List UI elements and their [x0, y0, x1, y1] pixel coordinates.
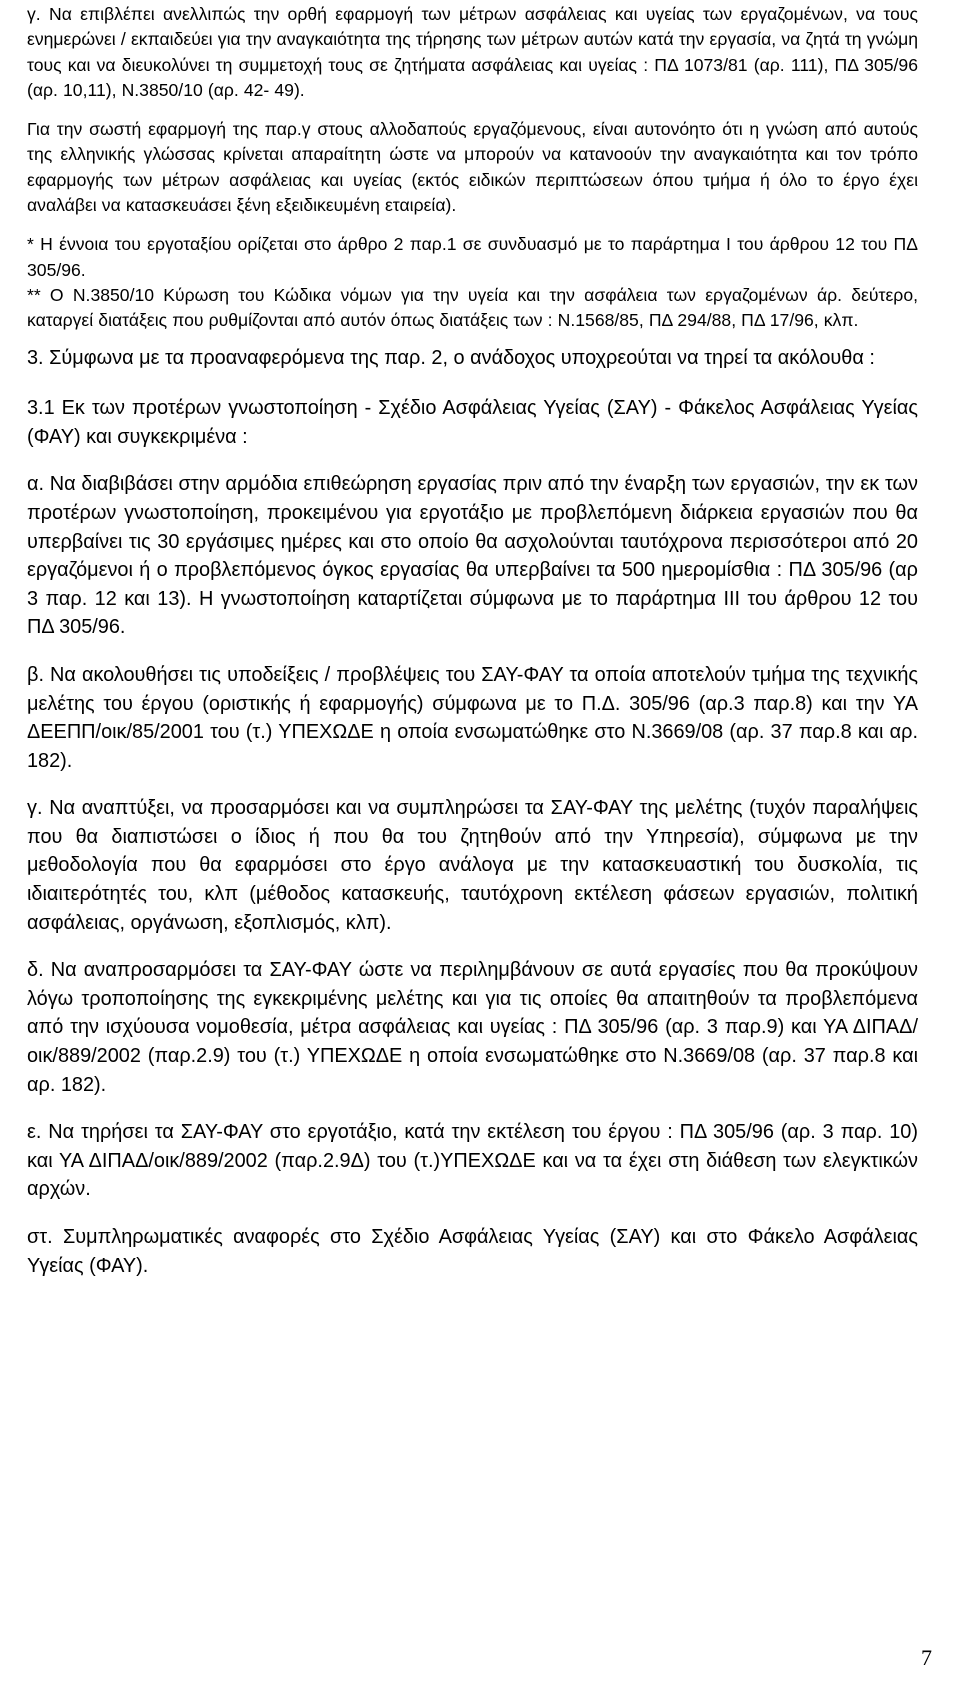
footnote-worksite-definition: * Η έννοια του εργοταξίου ορίζεται στο άρθρο 2 παρ.1 σε συνδυασμό με το παράρτημα Ι του άρθρου 12 του ΠΔ 305/96.	[27, 234, 918, 280]
footnote-law-3850: ** Ο Ν.3850/10 Κύρωση του Κώδικα νόμων για την υγεία και την ασφάλεια των εργαζομένων άρ. δεύτερο, καταργεί διατάξεις που ρυθμίζονται από αυτόν όπως διατάξεις των : Ν.1568/85, ΠΔ 294/88, ΠΔ 17/96, κλπ.	[27, 284, 918, 331]
section-3-1-heading: 3.1 Εκ των προτέρων γνωστοποίηση - Σχέδιο Ασφάλειας Υγείας (ΣΑΥ) - Φάκελος Ασφάλειας Υγείας (ΦΑΥ) και συγκεκριμένα :	[27, 397, 918, 448]
paragraph-foreign-workers: Για την σωστή εφαρμογή της παρ.γ στους αλλοδαπούς εργαζόμενους, είναι αυτονόητο ότι η γνώση από αυτούς της ελληνικής γλώσσας κρίνεται απαραίτητη ώστε να μπορούν να κατανοούν την αναγκαιότητα και τον τρόπο εφαρμογής των μέτρων ασφάλειας και υγείας (εκτός ειδικών περιπτώσεων όπου τμήμα ή όλο το έργο έχει αναλάβει να κατασκευάσει ξένη εξειδικευμένη εταιρεία).	[27, 119, 918, 216]
list-item-beta: β. Να ακολουθήσει τις υποδείξεις / προβλέψεις του ΣΑΥ-ΦΑΥ τα οποία αποτελούν τμήμα της τεχνικής μελέτης του έργου (οριστικής ή εφαρμογής) σύμφωνα με το Π.Δ. 305/96 (αρ.3 παρ.8) και την ΥΑ ΔΕΕΠΠ/οικ/85/2001 του (τ.) ΥΠΕΧΩΔΕ η οποία ενσωματώθηκε στο Ν.3669/08 (αρ. 37 παρ.8 και αρ. 182).	[27, 663, 918, 772]
list-item-alpha: α. Να διαβιβάσει στην αρμόδια επιθεώρηση εργασίας πριν από την έναρξη των εργασιών, την εκ των προτέρων γνωστοποίηση, προκειμένου για εργοτάξιο με προβλεπόμενη διάρκεια εργασιών που θα υπερβαίνει τις 30 εργάσιμες ημέρες και στο οποίο θα ασχολούνται ταυτόχρονα περισσότεροι από 20 εργαζόμενοι ή ο προβλεπόμενος όγκος εργασίας θα υπερβαίνει τα 500 ημερομίσθια : ΠΔ 305/96 (αρ 3 παρ. 12 και 13). Η γνωστοποίηση καταρτίζεται σύμφωνα με το παράρτημα ΙΙΙ του άρθρου 12 του ΠΔ 305/96.	[27, 473, 918, 639]
page-number: 7	[921, 1645, 932, 1670]
section-3-heading: 3. Σύμφωνα με τα προαναφερόμενα της παρ. 2, ο ανάδοχος υποχρεούται να τηρεί τα ακόλουθα :	[27, 346, 875, 369]
list-item-epsilon: ε. Να τηρήσει τα ΣΑΥ-ΦΑΥ στο εργοτάξιο, κατά την εκτέλεση του έργου : ΠΔ 305/96 (αρ. 3 παρ. 10) και ΥΑ ΔΙΠΑΔ/οικ/889/2002 (παρ.2.9Δ) του (τ.)ΥΠΕΧΩΔΕ και να τα έχει στη διάθεση των ελεγκτικών αρχών.	[27, 1121, 918, 1201]
list-item-delta: δ. Να αναπροσαρμόσει τα ΣΑΥ-ΦΑΥ ώστε να περιλημβάνουν σε αυτά εργασίες που θα προκύψουν λόγω τροποποίησης της εγκεκριμένης μελέτης και για τις οποίες θα απαιτηθούν τα προβλεπόμενα από την ισχύουσα νομοθεσία, μέτρα ασφάλειας και υγείας : ΠΔ 305/96 (αρ. 3 παρ.9) και ΥΑ ΔΙΠΑΔ/οικ/889/2002 (παρ.2.9) του (τ.) ΥΠΕΧΩΔΕ η οποία ενσωματώθηκε στο Ν.3669/08 (αρ. 37 παρ.8 και αρ. 182).	[27, 959, 918, 1096]
list-item-gamma: γ. Να αναπτύξει, να προσαρμόσει και να συμπληρώσει τα ΣΑΥ-ΦΑΥ της μελέτης (τυχόν παραλήψεις που θα διαπιστώσει ο ίδιος ή που θα του ζητηθούν από την Υπηρεσία), σύμφωνα με την μεθοδολογία που θα εφαρμόσει στο έργο ανάλογα με την κατασκευαστική του δυσκολία, τις ιδιαιτερότητές του, κλπ (μέθοδος κατασκευής, ταυτόχρονη εκτέλεση φάσεων εργασιών, πολιτική ασφάλειας, οργάνωση, εξοπλισμός, κλπ).	[27, 797, 918, 934]
paragraph-gamma-continued: γ. Να επιβλέπει ανελλιπώς την ορθή εφαρμογή των μέτρων ασφάλειας και υγείας των εργαζομένων, να τους ενημερώνει / εκπαιδεύει για την αναγκαιότητα της τήρησης των μέτρων αυτών κατά την εργασία, να ζητά τη γνώμη τους και να διευκολύνει τη συμμετοχή τους σε ζητήματα ασφάλειας και υγείας : ΠΔ 1073/81 (αρ. 111), ΠΔ 305/96 (αρ. 10,11), Ν.3850/10 (αρ. 42- 49).	[27, 4, 918, 100]
list-item-stigma: στ. Συμπληρωματικές αναφορές στο Σχέδιο Ασφάλειας Υγείας (ΣΑΥ) και στο Φάκελο Ασφάλειας Υγείας (ΦΑΥ).	[27, 1226, 918, 1277]
